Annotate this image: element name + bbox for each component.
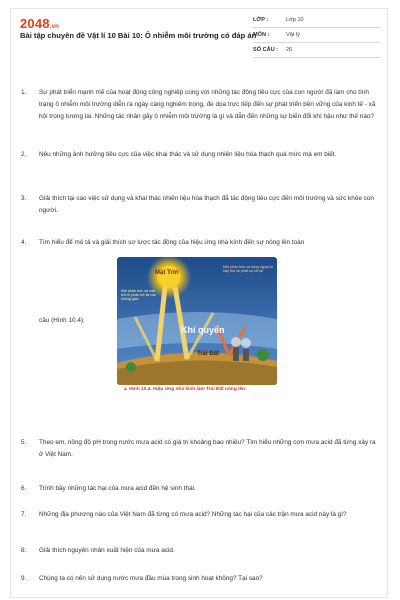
question-item	[21, 483, 381, 495]
greenhouse-svg	[117, 257, 277, 385]
label-atmosphere: Khí quyển	[181, 325, 225, 335]
question-item	[21, 573, 381, 585]
label-earth: Trái Đất	[197, 351, 220, 357]
question-item	[21, 149, 381, 161]
question-text: Tìm hiểu để mô tả và giải thích sơ lược tác động của hiệu ứng nhà kính đến sự nóng lên toàn	[39, 239, 305, 246]
caption-triangle-icon: ▲	[123, 387, 128, 392]
caption-text: Hình 10.4. Hiệu ứng nhà kính làm Trái Đất nóng lên	[129, 387, 246, 392]
question-item	[21, 237, 381, 249]
document-page	[10, 8, 388, 598]
question-number: 7.	[21, 511, 27, 518]
logo-main: 2048	[20, 16, 50, 31]
meta-key: LỚP :	[253, 17, 269, 23]
question-text-continued: cầu (Hình 10.4).	[39, 317, 85, 324]
meta-table	[253, 13, 381, 58]
question-item-continued	[21, 315, 111, 327]
question-text: Những địa phương nào của Việt Nam đã từng có mưa acid? Những tác hại của các trận mưa acid này là gì?	[39, 511, 347, 518]
question-item	[21, 437, 381, 461]
question-item	[21, 509, 381, 521]
meta-key: MÔN :	[253, 32, 270, 38]
question-text: Giải thích nguyên nhân xuất hiện của mưa acid.	[39, 547, 175, 554]
question-item	[21, 545, 381, 557]
meta-value: 26	[286, 47, 293, 53]
figure-caption	[123, 387, 283, 392]
label-reflected: Một phần bức xạ mặt trời bị phản trở lại vào không gian	[121, 289, 157, 302]
greenhouse-figure	[117, 257, 277, 399]
greenhouse-illustration	[117, 257, 277, 385]
question-text: Sự phát triển mạnh mẽ của hoạt động công nghiệp cùng với những tác động tiêu cực của con người đã làm cho tình trạng ô nhiễm môi trường diễn ra ngày càng nghiêm trọng, đe dọa trực tiếp đến sự phát triển bền vững của kinh tế - xã hội trong tương lai. Những tác nhân gây ô nhiễm môi trường là gì và dẫn đến những sự biến đổi khí hậu như thế nào?	[39, 89, 376, 120]
meta-key: SỐ CÂU :	[253, 47, 279, 53]
question-number: 9.	[21, 575, 27, 582]
question-number: 3.	[21, 195, 27, 202]
question-number: 1.	[21, 89, 27, 96]
document-title: Bài tập chuyên đề Vật lí 10 Bài 10: Ô nhiễm môi trường có đáp án	[20, 31, 257, 40]
logo-tld: .vn	[49, 24, 60, 30]
meta-row-subject	[253, 28, 381, 43]
question-number: 5.	[21, 439, 27, 446]
meta-value: Lớp 10	[286, 17, 304, 23]
question-text: Trình bày những tác hại của mưa acid đến hệ sinh thái.	[39, 485, 196, 492]
meta-row-count	[253, 43, 381, 58]
question-number: 8.	[21, 547, 27, 554]
meta-row-class	[253, 13, 381, 28]
document-header	[11, 9, 389, 67]
site-logo[interactable]	[20, 16, 59, 31]
question-text: Chúng ta có nên sử dụng nước mưa đầu mùa trong sinh hoạt không? Tại sao?	[39, 575, 263, 582]
question-number: 6.	[21, 485, 27, 492]
question-item	[21, 87, 381, 123]
question-text: Nêu những ảnh hưởng tiêu cực của việc khai thác và sử dụng nhiên liệu hóa thạch quá mức mà em biết.	[39, 151, 337, 158]
question-item	[21, 193, 381, 217]
question-text: Giải thích tại sao việc sử dụng và khai thác nhiên liệu hóa thạch đã tác động tiêu cực đến môi trường và sức khỏe con người.	[39, 195, 374, 214]
label-infrared: Một phần bức xạ hồng ngoại bị hấp thụ và phát xạ trở lại	[223, 265, 273, 274]
meta-value: Vật lý	[286, 32, 300, 38]
question-number: 4.	[21, 239, 27, 246]
label-sun: Mặt Trời	[155, 270, 179, 276]
question-text: Theo em, nồng độ pH trong nước mưa acid có giá trị khoảng bao nhiêu? Tìm hiểu những cơn mưa acid đã từng xảy ra ở Việt Nam.	[39, 439, 376, 458]
question-number: 2.	[21, 151, 27, 158]
